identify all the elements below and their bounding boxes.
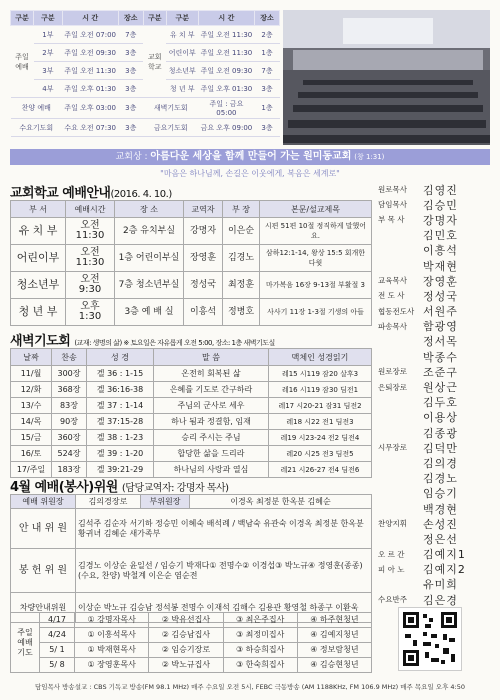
- cell: 주일 오전 11:30: [62, 62, 118, 80]
- sanctuary-photo-graphic: [283, 10, 490, 145]
- cell: 승리 주시는 주님: [154, 430, 269, 446]
- prayer-row: [11, 658, 372, 673]
- staff-row: [378, 562, 493, 577]
- staff-row: [378, 319, 493, 334]
- staff-row: [378, 592, 493, 607]
- col-header: 장 소: [115, 201, 184, 218]
- cell: 겔 37 : 1-14: [87, 398, 154, 414]
- school-row: [11, 272, 372, 299]
- cell: 5/ 8: [40, 658, 75, 673]
- staff-role: 협동전도사: [378, 306, 415, 316]
- col-header: 시 간: [198, 11, 254, 26]
- cell: 김의경장로: [76, 495, 141, 509]
- staff-name: 이용상: [423, 411, 458, 425]
- col-header: 찬송: [52, 349, 87, 366]
- staff-name: 함광영: [423, 320, 458, 334]
- cell: 청소년부: [11, 272, 66, 299]
- cell: ② 김승남집사: [149, 628, 223, 643]
- school-row: [11, 245, 372, 272]
- cell: 오전11:30: [66, 245, 115, 272]
- cell: 김경노 이상순 윤일선 / 임승기 박재다① 전명수② 이경섭③ 박노규④ 정영훈(종종) (수요, 찬양) 박철계 이은순 염순전: [76, 549, 372, 593]
- dawn-header: [11, 349, 372, 366]
- schedule-row: [11, 98, 280, 119]
- cell: 4/17: [40, 613, 75, 628]
- col-header: 날짜: [11, 349, 52, 366]
- staff-row: [378, 425, 493, 440]
- cell: 은혜를 기도로 간구하라: [154, 382, 269, 398]
- staff-role: 원로목사: [378, 185, 407, 195]
- col-header: 구분: [11, 11, 34, 26]
- cell: 새벽기도회: [143, 98, 198, 119]
- staff-name: 장영훈: [423, 274, 458, 288]
- col-header: 부 장: [223, 201, 260, 218]
- cell: 하나 됨과 정결함, 임재: [154, 414, 269, 430]
- cell: 장영훈: [184, 245, 223, 272]
- staff-row: [378, 197, 493, 212]
- cell: 5/ 1: [40, 643, 75, 658]
- cell: 마가복음 16장 9-13절 부활절 3: [260, 272, 372, 299]
- cell: 합당한 삶을 드리라: [154, 446, 269, 462]
- staff-name: 김승민: [423, 198, 458, 212]
- worship-schedule-table: [10, 10, 280, 137]
- prayer-table: [10, 612, 372, 673]
- cell: 주일 오전 09:30: [198, 62, 254, 80]
- cell: 주일 오전 11:30: [198, 26, 254, 44]
- cell: 사사기 11장 1-3절 기생의 아들: [260, 299, 372, 326]
- school-row: [11, 218, 372, 245]
- staff-row: [378, 349, 493, 364]
- staff-row: [378, 182, 493, 197]
- dawn-row: [11, 446, 372, 462]
- cell: ① 이흥석목사: [75, 628, 149, 643]
- cell: 주일 오전 09:30: [62, 44, 118, 62]
- cell: 주일 오후 01:30: [62, 80, 118, 98]
- cell: 정병호: [223, 299, 260, 326]
- cell: 겔 39:21-29: [87, 462, 154, 478]
- april-title: 4월 예배(봉사)위원: [10, 480, 118, 495]
- col-header: 구분: [34, 11, 62, 26]
- motto-prefix: 교회상 :: [115, 152, 151, 162]
- cell: 3부: [34, 62, 62, 80]
- cell: 유 치 부: [166, 26, 198, 44]
- cell: 레21 시26-27 전4 딤전6: [269, 462, 372, 478]
- staff-name: 조준구: [423, 365, 458, 379]
- staff-row: [378, 410, 493, 425]
- cell: 레17 시20-21 잠31 딤전2: [269, 398, 372, 414]
- cell: ① 강명자목사: [75, 613, 149, 628]
- staff-name: 임승기: [423, 487, 458, 501]
- cell: 1층: [255, 44, 280, 62]
- col-header: 부 서: [11, 201, 66, 218]
- staff-name: 유미희: [423, 578, 458, 592]
- committee-row: [11, 509, 372, 549]
- cell: 83장: [52, 398, 87, 414]
- staff-name: 김덕만: [423, 441, 458, 455]
- school-title: 교회학교 예배안내: [10, 186, 111, 201]
- staff-name: 이흥석: [423, 244, 458, 258]
- cell: ② 임승기장로: [149, 643, 223, 658]
- staff-name: 김영진: [423, 183, 458, 197]
- cell: ③ 최정미집사: [223, 628, 297, 643]
- cell: 레20 시25 전3 딤전5: [269, 446, 372, 462]
- cell: 3층: [255, 119, 280, 137]
- dawn-row: [11, 414, 372, 430]
- cell: 4/24: [40, 628, 75, 643]
- cell: 예배 위원장: [11, 495, 76, 509]
- prayer-label: 주일 예배 기도: [11, 613, 40, 673]
- school-date: (2016. 4. 10.): [110, 189, 172, 200]
- dawn-title: 새벽기도회: [10, 334, 71, 349]
- cell: ④ 정보람청년: [297, 643, 371, 658]
- cell: 어린이부: [166, 44, 198, 62]
- cell: 김경노: [223, 245, 260, 272]
- dawn-table: [10, 348, 372, 478]
- cell: 수요기도회: [11, 119, 63, 137]
- staff-row: [378, 379, 493, 394]
- church-motto-banner: [10, 149, 490, 165]
- prayer-row: [11, 643, 372, 658]
- cell: 주일 오전 11:30: [198, 44, 254, 62]
- cell: 금요 오후 09:00: [198, 119, 254, 137]
- staff-role: 담임목사: [378, 200, 407, 210]
- staff-row: [378, 395, 493, 410]
- schedule-row: [11, 119, 280, 137]
- dawn-row: [11, 382, 372, 398]
- cell: 레15 시119 잠20 살후3: [269, 366, 372, 382]
- cell: 1층: [255, 98, 280, 119]
- cell: 1부: [34, 26, 62, 44]
- cell: 안 내 위 원: [11, 509, 76, 549]
- cell: 정성국: [184, 272, 223, 299]
- cell: 하나님의 사랑과 열심: [154, 462, 269, 478]
- cell: 15/금: [11, 430, 52, 446]
- cell: 7층: [118, 26, 143, 44]
- cell: 주일 오후 03:00: [62, 98, 118, 119]
- staff-name: 정은선: [423, 532, 458, 546]
- staff-role: 파송목사: [378, 321, 407, 331]
- staff-row: [378, 304, 493, 319]
- cell: 차량안내위원: [11, 593, 76, 623]
- dawn-note: (교재: 생명의 삶) ※ 토요일은 자유롭게 오전 5:00, 장소: 1층 새벽기도실: [74, 339, 275, 347]
- cell: 겔 37:15-28: [87, 414, 154, 430]
- staff-row: [378, 334, 493, 349]
- sanctuary-photo: [283, 10, 490, 145]
- cell: ④ 김예지청년: [297, 628, 371, 643]
- staff-row: [378, 501, 493, 516]
- cell: 12/화: [11, 382, 52, 398]
- cell: 최정훈: [223, 272, 260, 299]
- staff-role: 찬양지휘: [378, 519, 407, 529]
- cell: 유 치 부: [11, 218, 66, 245]
- cell: 주일 : 금요 05:00: [198, 98, 254, 119]
- staff-role: 수요반주: [378, 595, 407, 605]
- staff-role: 교육목사: [378, 276, 407, 286]
- staff-name: 박재현: [423, 259, 458, 273]
- cell: 온전히 회복된 삶: [154, 366, 269, 382]
- cell: 3층: [255, 80, 280, 98]
- cell: ② 박유선집사: [149, 613, 223, 628]
- cell: 7층: [255, 62, 280, 80]
- cell: 오전11:30: [66, 218, 115, 245]
- school-row: [11, 299, 372, 326]
- staff-role: 은퇴장로: [378, 382, 407, 392]
- cell: 14/목: [11, 414, 52, 430]
- cell: 시편 51편 10절 정직하게 말했어요.: [260, 218, 372, 245]
- cell: 3층: [118, 62, 143, 80]
- staff-row: [378, 531, 493, 546]
- cell: ① 박재현목사: [75, 643, 149, 658]
- staff-role: 오 르 간: [378, 549, 405, 559]
- cell: 13/수: [11, 398, 52, 414]
- broadcast-footer: 담임목사 방송설교 : CBS 기독교 방송(FM 98.1 MHz) 매주 수요일 오전 5시, FEBC 극동방송 (AM 1188KHz, FM 106.9 MHz) 매주 목요일 오후 4:50: [34, 683, 466, 691]
- col-header: 성 경: [87, 349, 154, 366]
- cell: 이흥석: [184, 299, 223, 326]
- cell: ① 장영훈목사: [75, 658, 149, 673]
- staff-row: [378, 212, 493, 227]
- staff-row: [378, 228, 493, 243]
- col-header: 장소: [118, 11, 143, 26]
- col-header: 구분: [166, 11, 198, 26]
- cell: 이상순 박노규 김승남 정석봉 전명수 이재석 김해수 김용관 황영철 하종구 이환욱: [76, 593, 372, 623]
- cell: ④ 김승현청년: [297, 658, 371, 673]
- staff-row: [378, 471, 493, 486]
- staff-role: 시무장로: [378, 443, 407, 453]
- cell: 4부: [34, 80, 62, 98]
- dawn-row: [11, 366, 372, 382]
- cell: 368장: [52, 382, 87, 398]
- cell: 17/주일: [11, 462, 52, 478]
- cell: 3층: [118, 119, 143, 137]
- staff-list: [378, 182, 493, 607]
- cell: 이경옥 최정분 한옥분 김혜순: [190, 495, 372, 509]
- cell: 삼하12:1-14, 왕상 15:5 회개한 다윗: [260, 245, 372, 272]
- col-header: 구분: [143, 11, 166, 26]
- col-header: 예배시간: [66, 201, 115, 218]
- cell: 겔 38 : 1-23: [87, 430, 154, 446]
- cell: 수요 오전 07:30: [62, 119, 118, 137]
- cell: 2층 유치부실: [115, 218, 184, 245]
- staff-row: [378, 440, 493, 455]
- group-label: 교회 학교: [143, 26, 166, 98]
- schedule-row: [11, 26, 280, 44]
- cell: 금요기도회: [143, 119, 198, 137]
- cell: 300장: [52, 366, 87, 382]
- cell: 청소년부: [166, 62, 198, 80]
- cell: 어린이부: [11, 245, 66, 272]
- april-committee-table: [10, 494, 372, 623]
- school-section-title: [10, 182, 172, 201]
- cell: 3층 예 배 실: [115, 299, 184, 326]
- cell: 봉 헌 위 원: [11, 549, 76, 593]
- committee-row: [11, 495, 372, 509]
- april-sub: (담당교역자: 강명자 목사): [121, 483, 229, 494]
- cell: ② 박노규집사: [149, 658, 223, 673]
- cell: 주님의 군사로 세우: [154, 398, 269, 414]
- cell: 청 년 부: [166, 80, 198, 98]
- staff-row: [378, 516, 493, 531]
- cell: 강명자: [184, 218, 223, 245]
- dawn-row: [11, 398, 372, 414]
- cell: 오전 9:30: [66, 272, 115, 299]
- staff-row: [378, 486, 493, 501]
- cell: 11/월: [11, 366, 52, 382]
- staff-name: 김예지2: [423, 563, 466, 577]
- staff-name: 정서목: [423, 335, 458, 349]
- staff-name: 김경노: [423, 472, 458, 486]
- school-header: [11, 201, 372, 218]
- cell: 360장: [52, 430, 87, 446]
- cell: 청 년 부: [11, 299, 66, 326]
- group-label: 주일 예배: [11, 26, 34, 98]
- schedule-header: [11, 11, 280, 26]
- col-header: 본문/설교제목: [260, 201, 372, 218]
- cell: 부위원장: [141, 495, 190, 509]
- staff-name: 박종수: [423, 350, 458, 364]
- cell: 2층: [255, 26, 280, 44]
- col-header: 시 간: [62, 11, 118, 26]
- col-header: 장소: [255, 11, 280, 26]
- prayer-row: [11, 613, 372, 628]
- prayer-row: [11, 628, 372, 643]
- staff-name: 정성국: [423, 289, 458, 303]
- cell: 3층: [118, 98, 143, 119]
- cell: ③ 한숙희집사: [223, 658, 297, 673]
- cell: 오후 1:30: [66, 299, 115, 326]
- staff-role: 원로장로: [378, 367, 407, 377]
- cell: 겔 36 : 1-15: [87, 366, 154, 382]
- cell: 레19 시23-24 전2 딤전4: [269, 430, 372, 446]
- staff-row: [378, 243, 493, 258]
- cell: 90장: [52, 414, 87, 430]
- cell: ③ 최은주집사: [223, 613, 297, 628]
- staff-name: 서원주: [423, 305, 458, 319]
- cell: 3층: [118, 80, 143, 98]
- staff-row: [378, 547, 493, 562]
- staff-name: 김은경: [423, 593, 458, 607]
- cell: 겔 36:16-38: [87, 382, 154, 398]
- staff-name: 백경현: [423, 502, 458, 516]
- school-table: [10, 200, 372, 326]
- cell: 겔 39 : 1-20: [87, 446, 154, 462]
- cell: 524장: [52, 446, 87, 462]
- april-section-title: [10, 476, 229, 495]
- col-header: 맥체인 성경읽기: [269, 349, 372, 366]
- cell: 16/토: [11, 446, 52, 462]
- staff-role: 피 아 노: [378, 564, 405, 574]
- staff-name: 김종광: [423, 426, 458, 440]
- cell: 주일 오후 01:30: [198, 80, 254, 98]
- committee-row: [11, 549, 372, 593]
- staff-name: 김두호: [423, 396, 458, 410]
- cell: 3층: [118, 44, 143, 62]
- cell: 2부: [34, 44, 62, 62]
- cell: 찬양 예배: [11, 98, 63, 119]
- cell: ④ 하주현청년: [297, 613, 371, 628]
- cell: 이은순: [223, 218, 260, 245]
- staff-row: [378, 364, 493, 379]
- staff-row: [378, 273, 493, 288]
- cell: 7층 청소년부실: [115, 272, 184, 299]
- dawn-section-title: [10, 330, 275, 349]
- staff-row: [378, 577, 493, 592]
- cell: 주일 오전 07:00: [62, 26, 118, 44]
- motto-text: 아름다운 세상을 함께 만들어 가는 원미동교회: [150, 151, 352, 162]
- cell: 183장: [52, 462, 87, 478]
- church-slogan: "마음은 하나님께, 손길은 이웃에게, 복음은 세계로": [160, 169, 340, 178]
- staff-row: [378, 258, 493, 273]
- staff-name: 김민호: [423, 229, 458, 243]
- col-header: 교역자: [184, 201, 223, 218]
- qr-code-icon[interactable]: [398, 607, 462, 671]
- staff-name: 원상근: [423, 381, 458, 395]
- motto-ref: (창 1:31): [354, 153, 385, 161]
- qr-code-graphic: [399, 608, 461, 670]
- staff-row: [378, 288, 493, 303]
- staff-name: 강명자: [423, 213, 458, 227]
- staff-role: 부 목 사: [378, 215, 405, 225]
- cell: 김석주 김순자 서기하 정승민 이혜숙 배석례 / 백남숙 유관숙 이경옥 최정분 한옥분 황귀녀 김혜순 새가족부: [76, 509, 372, 549]
- staff-name: 김예지1: [423, 548, 466, 562]
- staff-role: 전 도 사: [378, 291, 405, 301]
- col-header: 말 씀: [154, 349, 269, 366]
- cell: 레18 시22 전1 딤전3: [269, 414, 372, 430]
- dawn-row: [11, 430, 372, 446]
- staff-row: [378, 455, 493, 470]
- staff-name: 손성진: [423, 517, 458, 531]
- cell: 레16 시119 잠30 딤전1: [269, 382, 372, 398]
- staff-name: 김의경: [423, 456, 458, 470]
- cell: 1층 어린이부실: [115, 245, 184, 272]
- cell: ③ 하승희집사: [223, 643, 297, 658]
